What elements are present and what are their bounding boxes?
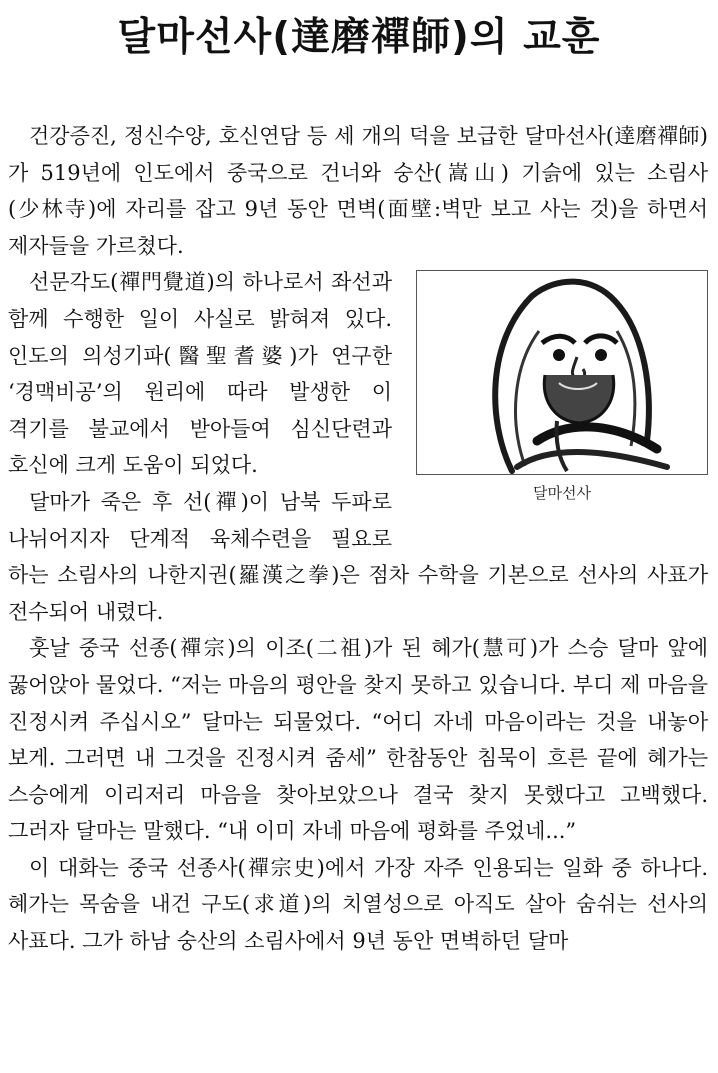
dharma-portrait-icon <box>416 270 708 475</box>
paragraph-4: 훗날 중국 선종(禪宗)의 이조(二祖)가 된 혜가(慧可)가 스승 달마 앞에 꿇어앉아 물었다. “저는 마음의 평안을 찾지 못하고 있습니다. 부디 제 마음을 진정시켜 주십시오” 달마는 되물었다. “어디 자네 마음이라는 것을 내놓아 보게. 그러면 내 그것을 진정시켜 줌세” 한참동안 침묵이 흐른 끝에 혜가는 스승에게 이리저리 마음을 찾아보았으나 결국 찾지 못했다고 고백했다. 그러자 달마는 말했다. “내 이미 자네 마음에 평화를 주었네...” <box>8 636 708 844</box>
paragraph-2: 선문각도(禪門覺道)의 하나로서 좌선과 함께 수행한 일이 사실로 밝혀져 있다. 인도의 의성기파(醫聖耆婆)가 연구한 ‘경맥비공’의 원리에 따라 발생한 이 격기를 불교에서 받아들여 심신단련과 호신에 크게 도움이 되었다. <box>8 270 392 478</box>
article-body <box>8 118 708 960</box>
paragraph-1: 건강증진, 정신수양, 호신연담 등 세 개의 덕을 보급한 달마선사(達磨禪師)가 519년에 인도에서 중국으로 건너와 숭산(嵩山) 기슭에 있는 소림사(少林寺)에 자리를 잡고 9년 동안 면벽(面壁:벽만 보고 사는 것)을 하면서 제자들을 가르쳤다. <box>8 124 708 258</box>
paragraph-3: 달마가 죽은 후 선(禪)이 남북 두파로 나뉘어지자 단계적 육체수련을 필요로 하는 소림사의 나한지권(羅漢之拳)은 점차 수학을 기본으로 선사의 사표가 전수되어 내렸다. <box>8 489 708 624</box>
figure-caption: 달마선사 <box>533 484 591 503</box>
paragraph-5: 이 대화는 중국 선종사(禪宗史)에서 가장 자주 인용되는 일화 중 하나다. 혜가는 목숨을 내건 구도(求道)의 치열성으로 아직도 살아 숨쉬는 선사의 사표다. 그가 하남 숭산의 소림사에서 9년 동안 면벽하던 달마 <box>8 855 708 954</box>
figure <box>416 266 708 526</box>
page-title: 달마선사(達磨禪師)의 교훈 <box>117 15 601 60</box>
